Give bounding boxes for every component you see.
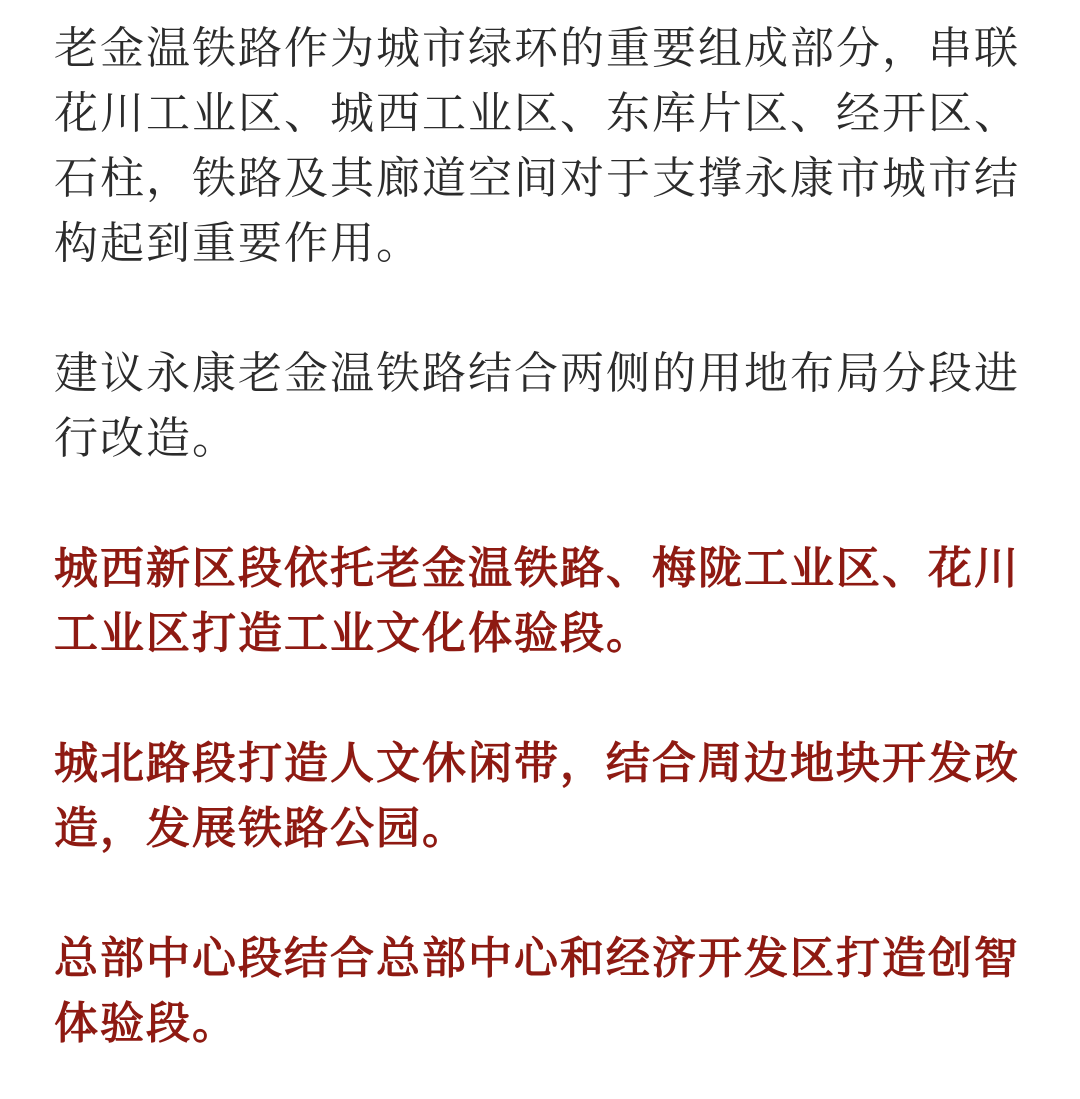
article-body [54,16,1034,1056]
paragraph-chengbei-section: 城北路段打造人文休闲带，结合周边地块开发改造，发展铁路公园。 [54,738,1020,854]
paragraph-chengxi-section: 城西新区段依托老金温铁路、梅陇工业区、花川工业区打造工业文化体验段。 [54,543,1020,659]
paragraph-renovation-suggestion: 建议永康老金温铁路结合两侧的用地布局分段进行改造。 [54,348,1020,464]
paragraph-railway-overview: 老金温铁路作为城市绿环的重要组成部分，串联花川工业区、城西工业区、东库片区、经开区、石柱，铁路及其廊道空间对于支撑永康市城市结构起到重要作用。 [54,23,1020,269]
paragraph-headquarters-section: 总部中心段结合总部中心和经济开发区打造创智体验段。 [54,933,1020,1049]
